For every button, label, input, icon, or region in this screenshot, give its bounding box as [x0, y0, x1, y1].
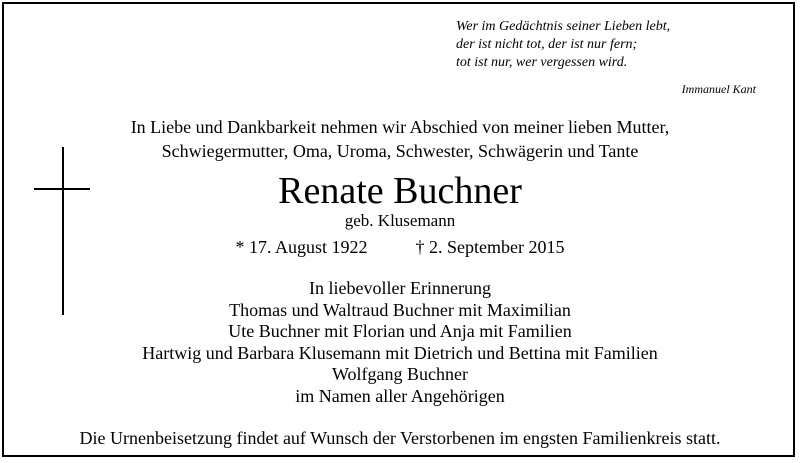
mourners-heading: In liebevoller Erinnerung — [309, 278, 491, 298]
deceased-name: Renate Buchner — [278, 170, 522, 212]
mourner-line: Ute Buchner mit Florian und Anja mit Familien — [228, 321, 572, 341]
birth-date: * 17. August 1922 — [235, 237, 368, 257]
mourners-list — [0, 278, 800, 407]
intro-line: In Liebe und Dankbarkeit nehmen wir Abschied von meiner lieben Mutter, — [130, 117, 670, 137]
intro-text — [0, 115, 800, 163]
intro-line: Schwiegermutter, Oma, Uroma, Schwester, Schwägerin und Tante — [161, 141, 639, 161]
kant-quote — [456, 18, 756, 72]
mourner-line: Thomas und Waltraud Buchner mit Maximilian — [229, 299, 571, 320]
quote-author: Immanuel Kant — [681, 82, 756, 96]
life-dates — [0, 236, 800, 258]
funeral-notice: Die Urnenbeisetzung findet auf Wunsch der Verstorbenen im engsten Familienkreis statt. — [79, 428, 721, 448]
mourner-line: Wolfgang Buchner — [331, 364, 468, 384]
quote-line: Wer im Gedächtnis seiner Lieben lebt, — [456, 19, 671, 34]
quote-line: tot ist nur, wer vergessen wird. — [456, 55, 628, 70]
maiden-name: geb. Klusemann — [344, 211, 456, 230]
death-date: † 2. September 2015 — [415, 237, 565, 257]
mourner-line: im Namen aller Angehörigen — [295, 385, 505, 406]
mourner-line: Hartwig und Barbara Klusemann mit Dietrich und Bettina mit Familien — [142, 342, 658, 363]
quote-line: der ist nicht tot, der ist nur fern; — [456, 37, 638, 52]
